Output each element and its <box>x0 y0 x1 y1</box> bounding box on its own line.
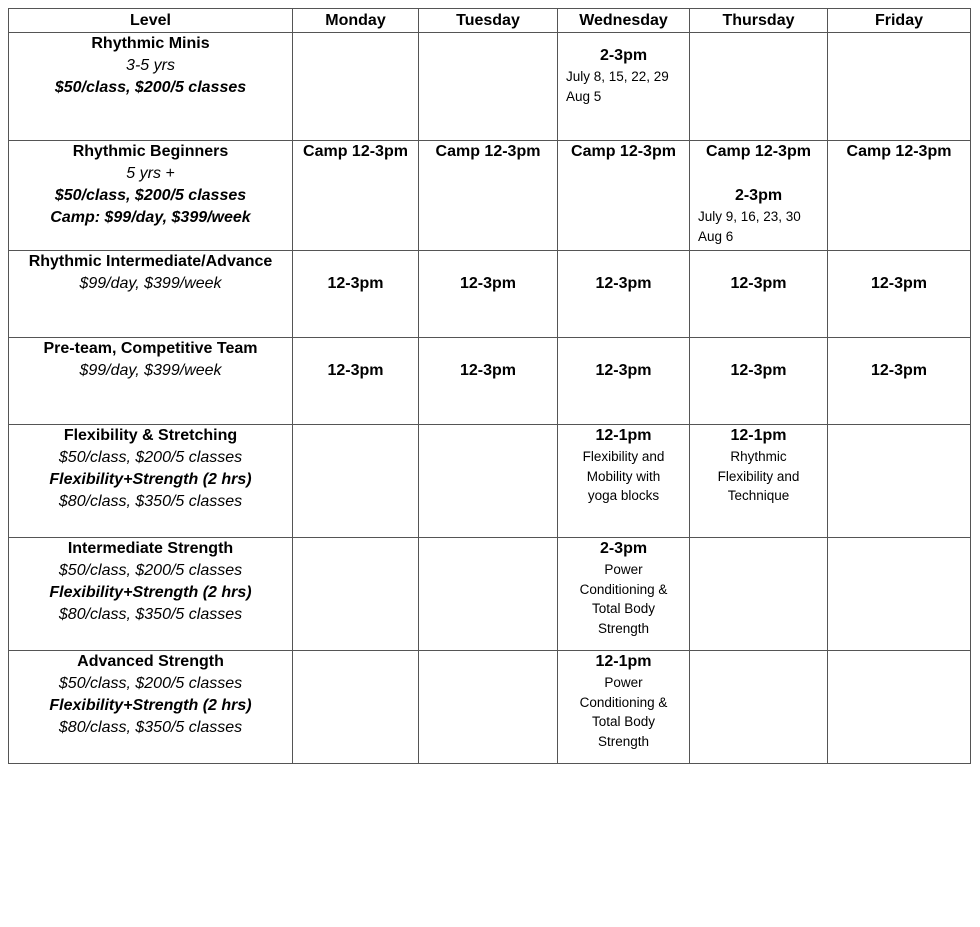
table-row <box>9 251 971 338</box>
class-dates: Aug 6 <box>698 229 734 244</box>
level-price: $50/class, $200/5 classes <box>58 449 243 466</box>
level-cell <box>9 141 293 251</box>
class-time: 12-3pm <box>730 275 787 292</box>
class-time: Camp 12-3pm <box>846 143 952 160</box>
level-detail: 3-5 yrs <box>126 57 175 74</box>
class-time: 12-1pm <box>595 427 652 444</box>
class-note: Power <box>604 562 643 577</box>
level-cell <box>9 251 293 338</box>
class-note: Rhythmic <box>730 449 787 464</box>
wednesday-cell <box>558 651 690 764</box>
level-name: Rhythmic Beginners <box>72 143 229 160</box>
level-name: Advanced Strength <box>77 653 224 670</box>
friday-cell <box>828 651 971 764</box>
tuesday-cell <box>419 425 558 538</box>
class-dates: Aug 5 <box>566 89 602 104</box>
level-cell <box>9 538 293 651</box>
class-dates: July 9, 16, 23, 30 <box>698 209 801 224</box>
friday-cell <box>828 141 971 251</box>
friday-cell <box>828 338 971 425</box>
level-price: $50/class, $200/5 classes <box>54 187 247 204</box>
level-cell <box>9 33 293 141</box>
friday-cell <box>828 33 971 141</box>
thursday-cell <box>690 538 828 651</box>
class-time: Camp 12-3pm <box>435 143 541 160</box>
monday-cell <box>293 538 419 651</box>
class-time: 12-3pm <box>327 275 384 292</box>
class-note: yoga blocks <box>587 488 660 503</box>
tuesday-cell <box>419 651 558 764</box>
thursday-cell <box>690 251 828 338</box>
class-note: Conditioning & <box>579 581 668 597</box>
wednesday-cell <box>558 141 690 251</box>
thursday-cell <box>690 651 828 764</box>
level-name: Rhythmic Intermediate/Advance <box>28 253 273 270</box>
thursday-cell <box>690 33 828 141</box>
thursday-cell <box>690 338 828 425</box>
class-note: Total Body <box>591 601 656 616</box>
tuesday-cell <box>419 251 558 338</box>
tuesday-cell <box>419 141 558 251</box>
header-level: Level <box>9 9 293 33</box>
level-name: Rhythmic Minis <box>91 35 210 52</box>
friday-cell <box>828 425 971 538</box>
level-name: Pre-team, Competitive Team <box>43 340 258 357</box>
level-combo-price: $80/class, $350/5 classes <box>58 493 243 510</box>
level-combo-price: $80/class, $350/5 classes <box>58 606 243 623</box>
header-wednesday: Wednesday <box>558 9 690 33</box>
class-dates: July 8, 15, 22, 29 <box>566 69 669 84</box>
tuesday-cell <box>419 33 558 141</box>
level-name: Intermediate Strength <box>67 540 234 557</box>
tuesday-cell <box>419 538 558 651</box>
class-time: 12-1pm <box>730 427 787 444</box>
level-price: $50/class, $200/5 classes <box>54 79 247 96</box>
friday-cell <box>828 251 971 338</box>
class-time: 12-3pm <box>730 362 787 379</box>
class-time: 12-3pm <box>327 362 384 379</box>
class-note: Conditioning & <box>579 694 668 710</box>
level-combo: Flexibility+Strength (2 hrs) <box>49 471 252 488</box>
wednesday-cell <box>558 425 690 538</box>
thursday-cell <box>690 425 828 538</box>
monday-cell <box>293 425 419 538</box>
level-price: $50/class, $200/5 classes <box>58 675 243 692</box>
header-row <box>9 9 971 33</box>
table-row <box>9 651 971 764</box>
level-camp-price: Camp: $99/day, $399/week <box>50 209 251 226</box>
class-time: 12-3pm <box>870 275 928 292</box>
thursday-cell <box>690 141 828 251</box>
wednesday-cell <box>558 251 690 338</box>
class-time: 2-3pm <box>599 540 648 557</box>
table-row <box>9 33 971 141</box>
class-time: 12-3pm <box>459 362 517 379</box>
class-time-2: 2-3pm <box>734 187 783 204</box>
level-cell <box>9 338 293 425</box>
level-price: $99/day, $399/week <box>79 362 222 379</box>
level-price: $50/class, $200/5 classes <box>58 562 243 579</box>
class-time: 12-3pm <box>459 275 517 292</box>
monday-cell <box>293 338 419 425</box>
wednesday-cell <box>558 33 690 141</box>
header-monday: Monday <box>293 9 419 33</box>
table-row <box>9 338 971 425</box>
wednesday-cell <box>558 338 690 425</box>
schedule-table <box>8 8 971 764</box>
monday-cell <box>293 651 419 764</box>
header-friday: Friday <box>828 9 971 33</box>
table-row <box>9 141 971 251</box>
class-note: Total Body <box>591 714 656 729</box>
class-time: 12-3pm <box>870 362 928 379</box>
class-time: 2-3pm <box>599 47 648 64</box>
class-note: Flexibility and <box>582 449 665 464</box>
class-time: Camp 12-3pm <box>571 143 676 160</box>
class-time: 12-1pm <box>595 653 652 670</box>
class-note: Strength <box>597 733 650 749</box>
class-note: Technique <box>727 488 790 503</box>
level-combo: Flexibility+Strength (2 hrs) <box>49 584 252 601</box>
wednesday-cell <box>558 538 690 651</box>
header-thursday: Thursday <box>690 9 828 33</box>
monday-cell <box>293 141 419 251</box>
monday-cell <box>293 251 419 338</box>
class-time: 12-3pm <box>595 275 652 292</box>
tuesday-cell <box>419 338 558 425</box>
class-time: Camp 12-3pm <box>706 143 811 160</box>
level-combo: Flexibility+Strength (2 hrs) <box>49 697 252 714</box>
class-time: 12-3pm <box>595 362 652 379</box>
header-tuesday: Tuesday <box>419 9 558 33</box>
table-row <box>9 425 971 538</box>
monday-cell <box>293 33 419 141</box>
level-cell <box>9 425 293 538</box>
level-combo-price: $80/class, $350/5 classes <box>58 719 243 736</box>
class-note: Flexibility and <box>717 468 800 484</box>
class-time: Camp 12-3pm <box>303 143 408 160</box>
level-name: Flexibility & Stretching <box>63 427 238 444</box>
class-note: Power <box>604 675 643 690</box>
class-note: Mobility with <box>586 468 661 484</box>
level-price: $99/day, $399/week <box>79 275 222 292</box>
table-row <box>9 538 971 651</box>
class-note: Strength <box>597 620 650 636</box>
level-cell <box>9 651 293 764</box>
level-detail: 5 yrs + <box>126 165 175 182</box>
friday-cell <box>828 538 971 651</box>
